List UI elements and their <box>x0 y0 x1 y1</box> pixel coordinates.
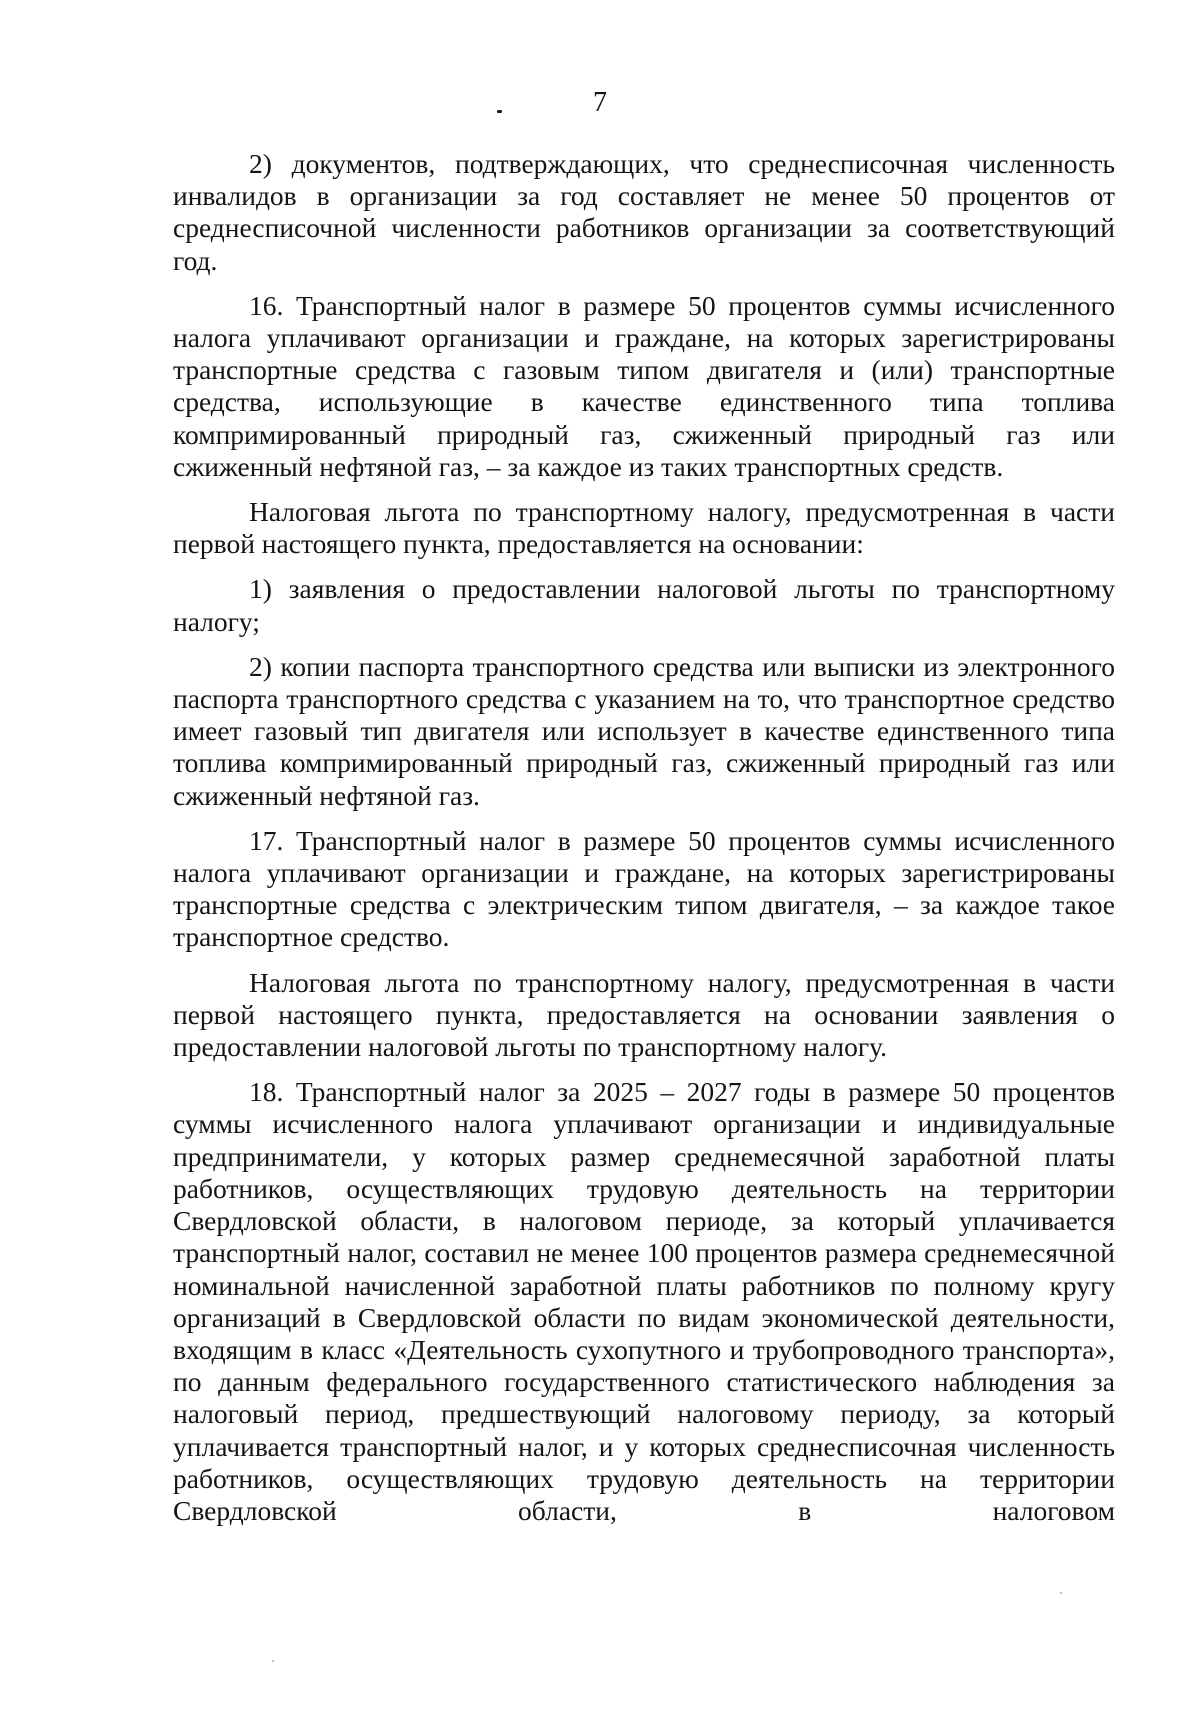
paragraph-clause-18: 18. Транспортный налог за 2025 – 2027 годы в размере 50 процентов суммы исчисленного налога уплачивают организации и индивидуальные предприниматели, у которых размер среднемесячной заработной платы работников, осуществляющих трудовую деятельность на территории Свердловской области, в налоговом периоде, за который уплачивается транспортный налог, составил не менее 100 процентов размера среднемесячной номинальной начисленной заработной платы работников по полному кругу организаций в Свердловской области по видам экономической деятельности, входящим в класс «Деятельность сухопутного и трубопроводного транспорта», по данным федерального государственного статистического наблюдения за налоговый период, предшествующий налоговому периоду, за который уплачивается транспортный налог, и у которых среднесписочная численность работников, осуществляющих трудовую деятельность на территории Свердловской области, в налоговом <box>173 1076 1115 1526</box>
scan-speck <box>272 1660 274 1662</box>
paragraph-benefit-basis-17: Налоговая льгота по транспортному налогу, предусмотренная в части первой настоящего пункта, предоставляется на основании заявления о предоставлении налоговой льготы по транспортному налогу. <box>173 966 1115 1063</box>
scan-speck <box>1060 1592 1062 1594</box>
paragraph-item-2-documents: 2) документов, подтверждающих, что среднесписочная численность инвалидов в организации за год составляет не менее 50 процентов от среднесписочной численности работников организации за соответствующий год. <box>173 148 1115 276</box>
paragraph-clause-17: 17. Транспортный налог в размере 50 процентов суммы исчисленного налога уплачивают организации и граждане, на которых зарегистрированы транспортные средства с электрическим типом двигателя, – за каждое такое транспортное средство. <box>173 824 1115 953</box>
paragraph-clause-16: 16. Транспортный налог в размере 50 процентов суммы исчисленного налога уплачивают организации и граждане, на которых зарегистрированы транспортные средства с газовым типом двигателя и (или) транспортные средства, использующие в качестве единственного типа топлива компримированный природный газ, сжиженный природный газ или сжиженный нефтяной газ, – за каждое из таких транспортных средств. <box>173 289 1115 482</box>
document-body <box>173 148 1115 1527</box>
page-number: 7 <box>593 87 607 118</box>
paragraph-item-1-application: 1) заявления о предоставлении налоговой льготы по транспортному налогу; <box>173 573 1115 637</box>
paragraph-item-2-passport-copy: 2) копии паспорта транспортного средства или выписки из электронного паспорта транспортного средства с указанием на то, что транспортное средство имеет газовый тип двигателя или использует в качестве единственного типа топлива компримированный природный газ, сжиженный природный газ или сжиженный нефтяной газ. <box>173 650 1115 811</box>
paragraph-benefit-basis-16: Налоговая льгота по транспортному налогу, предусмотренная в части первой настоящего пункта, предоставляется на основании: <box>173 496 1115 560</box>
